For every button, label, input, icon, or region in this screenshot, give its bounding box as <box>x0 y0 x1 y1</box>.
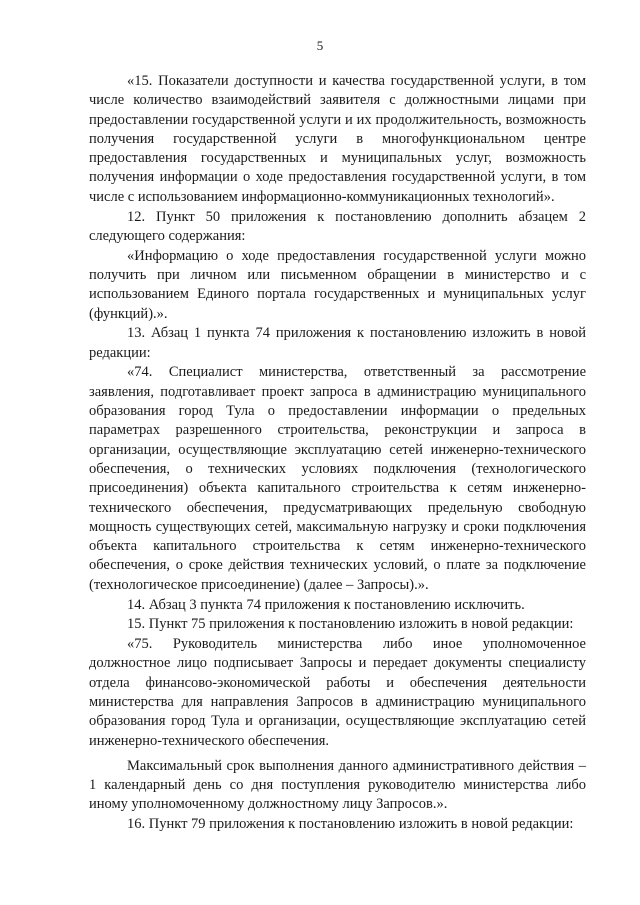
paragraph-point-12: 12. Пункт 50 приложения к постановлению дополнить абзацем 2 следующего содержания: <box>89 208 586 244</box>
paragraph-point-50-quote: «Информацию о ходе предоставления государственной услуги можно получить при личном или письменном обращении в министерство и с использованием Единого портала государственных и муниципальных услуг (функций).». <box>89 247 586 322</box>
paragraph-point-16: 16. Пункт 79 приложения к постановлению изложить в новой редакции: <box>127 816 574 833</box>
paragraph-item-74-quote: «74. Специалист министерства, ответственный за рассмотрение заявления, подготавливает проект запроса в администрацию муниципального образования город Тула о предоставлении информации о предельных параметрах разрешенного строительства, реконструкции и запроса в организации, осуществляющие эксплуатацию сетей инженерно-технического обеспечения, о технических условиях подключения (технологического присоединения) объекта капитального строительства к сетям инженерно-технического обеспечения, предусматривающих предельную свободную мощность существующих сетей, максимальную нагрузку и сроки подключения объекта капитального строительства к сетям инженерно-технического обеспечения, о сроке действия технических условий, о плате за подключение (технологическое присоединение) (далее – Запросы).». <box>89 364 586 593</box>
paragraph-point-15: 15. Пункт 75 приложения к постановлению изложить в новой редакции: <box>127 616 574 633</box>
paragraph-point-14: 14. Абзац 3 пункта 74 приложения к постановлению исключить. <box>127 596 525 613</box>
page-number: 5 <box>316 38 324 53</box>
paragraph-item-15-quote: «15. Показатели доступности и качества государственной услуги, в том числе количество взаимодействий заявителя с должностными лицами при предоставлении государственной услуги и их продолжительность, возможность получения государственной услуги в многофункциональном центре предоставления государственных и муниципальных услуг, возможность получения информации о ходе предоставления государственной услуги, в том числе с использованием информационно-коммуникационных технологий». <box>89 73 586 205</box>
paragraph-point-13: 13. Абзац 1 пункта 74 приложения к постановлению изложить в новой редакции: <box>89 325 586 361</box>
paragraph-max-term: Максимальный срок выполнения данного административного действия – 1 календарный день со дня поступления руководителю министерства либо иному уполномоченному должностному лицу Запросов.». <box>89 757 586 813</box>
paragraph-item-75-quote: «75. Руководитель министерства либо иное уполномоченное должностное лицо подписывает Запросы и передает документы специалисту отдела финансово-экономической работы и обеспечения деятельности министерства для направления Запросов в администрацию муниципального образования город Тула и организации, осуществляющие эксплуатацию сетей инженерно-технического обеспечения. <box>89 636 586 749</box>
document-body <box>89 72 586 835</box>
